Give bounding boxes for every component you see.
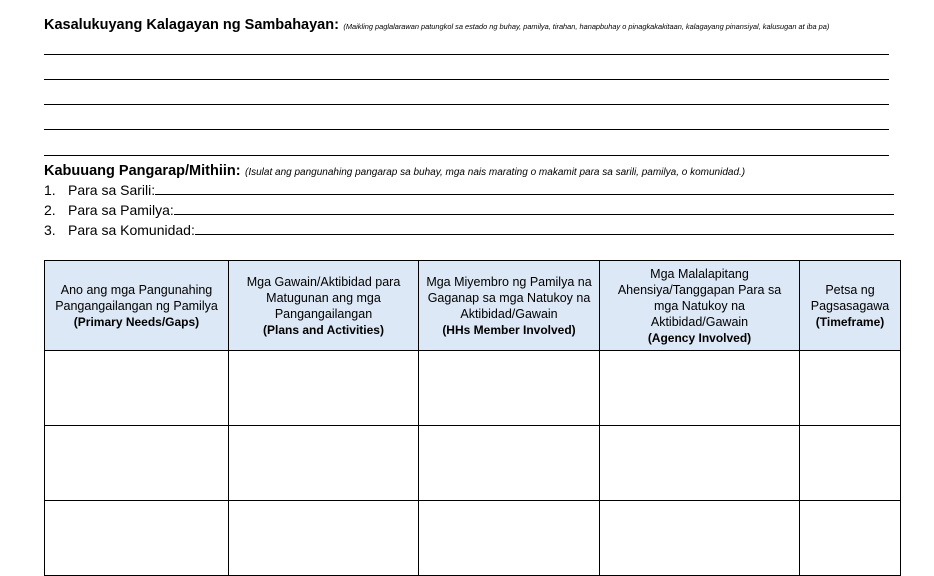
goal-family-answer-line[interactable] [174, 201, 894, 215]
column-header-english: (Plans and Activities) [263, 322, 384, 337]
column-header-members-involved [419, 261, 600, 351]
goal-item-family [44, 200, 894, 218]
column-header-timeframe [800, 261, 901, 351]
table-cell-input[interactable] [45, 501, 229, 576]
table-cell-input[interactable] [45, 351, 229, 426]
goal-number: 3. [44, 222, 56, 238]
column-header-plans-activities [229, 261, 419, 351]
household-status-title: Kasalukuyang Kalagayan ng Sambahayan: [44, 17, 339, 33]
column-header-english: (Timeframe) [815, 314, 885, 329]
goal-label: Para sa Komunidad: [68, 222, 195, 238]
household-status-line-5[interactable] [44, 155, 889, 156]
column-header-english: (HHs Member Involved) [442, 322, 576, 337]
goal-number: 1. [44, 182, 56, 198]
column-header-label: Mga Malalapitang Ahensiya/Tanggapan Para sa mga Natukoy na Aktibidad/Gawain [617, 266, 782, 329]
table-cell-input[interactable] [600, 351, 800, 426]
goal-label: Para sa Sarili: [68, 182, 156, 198]
column-header-english: (Agency Involved) [647, 330, 752, 345]
table-cell-input[interactable] [600, 426, 800, 501]
column-header-label: Mga Miyembro ng Pamilya na Gaganap sa mga Natukoy na Aktibidad/Gawain [426, 274, 592, 321]
goal-community-answer-line[interactable] [195, 221, 894, 235]
table-header-row [45, 261, 901, 351]
table-cell-input[interactable] [800, 426, 901, 501]
household-status-line-1[interactable] [44, 54, 889, 55]
household-status-line-3[interactable] [44, 104, 889, 105]
table-row [45, 351, 901, 426]
column-header-english: (Primary Needs/Gaps) [73, 314, 200, 329]
table-cell-input[interactable] [600, 501, 800, 576]
goals-heading [44, 162, 745, 180]
table-cell-input[interactable] [229, 501, 419, 576]
household-status-line-4[interactable] [44, 129, 889, 130]
column-header-primary-needs [45, 261, 229, 351]
household-status-line-2[interactable] [44, 79, 889, 80]
goal-item-community [44, 220, 894, 238]
table-cell-input[interactable] [229, 426, 419, 501]
column-header-agency-involved [600, 261, 800, 351]
table-cell-input[interactable] [45, 426, 229, 501]
household-status-note: (Maikling paglalarawan patungkol sa estado ng buhay, pamilya, tirahan, hanapbuhay o pinagkakakitaan, kalagayang pinansiyal, kalusugan at iba pa) [343, 22, 830, 31]
table-cell-input[interactable] [419, 351, 600, 426]
goal-label: Para sa Pamilya: [68, 202, 174, 218]
goal-number: 2. [44, 202, 56, 218]
goals-title: Kabuuang Pangarap/Mithiin: [44, 163, 241, 179]
table-cell-input[interactable] [419, 501, 600, 576]
family-plan-table [44, 260, 901, 576]
table-row [45, 501, 901, 576]
column-header-label: Petsa ng Pagsasagawa [810, 282, 890, 313]
column-header-label: Ano ang mga Pangunahing Pangangailangan ng Pamilya [55, 282, 218, 313]
table-cell-input[interactable] [800, 351, 901, 426]
table-cell-input[interactable] [419, 426, 600, 501]
table-cell-input[interactable] [229, 351, 419, 426]
household-status-heading [44, 16, 829, 34]
column-header-label: Mga Gawain/Aktibidad para Matugunan ang mga Pangangailangan [246, 274, 401, 321]
table-row [45, 426, 901, 501]
goal-self-answer-line[interactable] [155, 181, 894, 195]
table-cell-input[interactable] [800, 501, 901, 576]
goal-item-self [44, 180, 894, 198]
goals-note: (Isulat ang pangunahing pangarap sa buhay, mga nais marating o makamit para sa sarili, pamilya, o komunidad.) [245, 167, 746, 178]
